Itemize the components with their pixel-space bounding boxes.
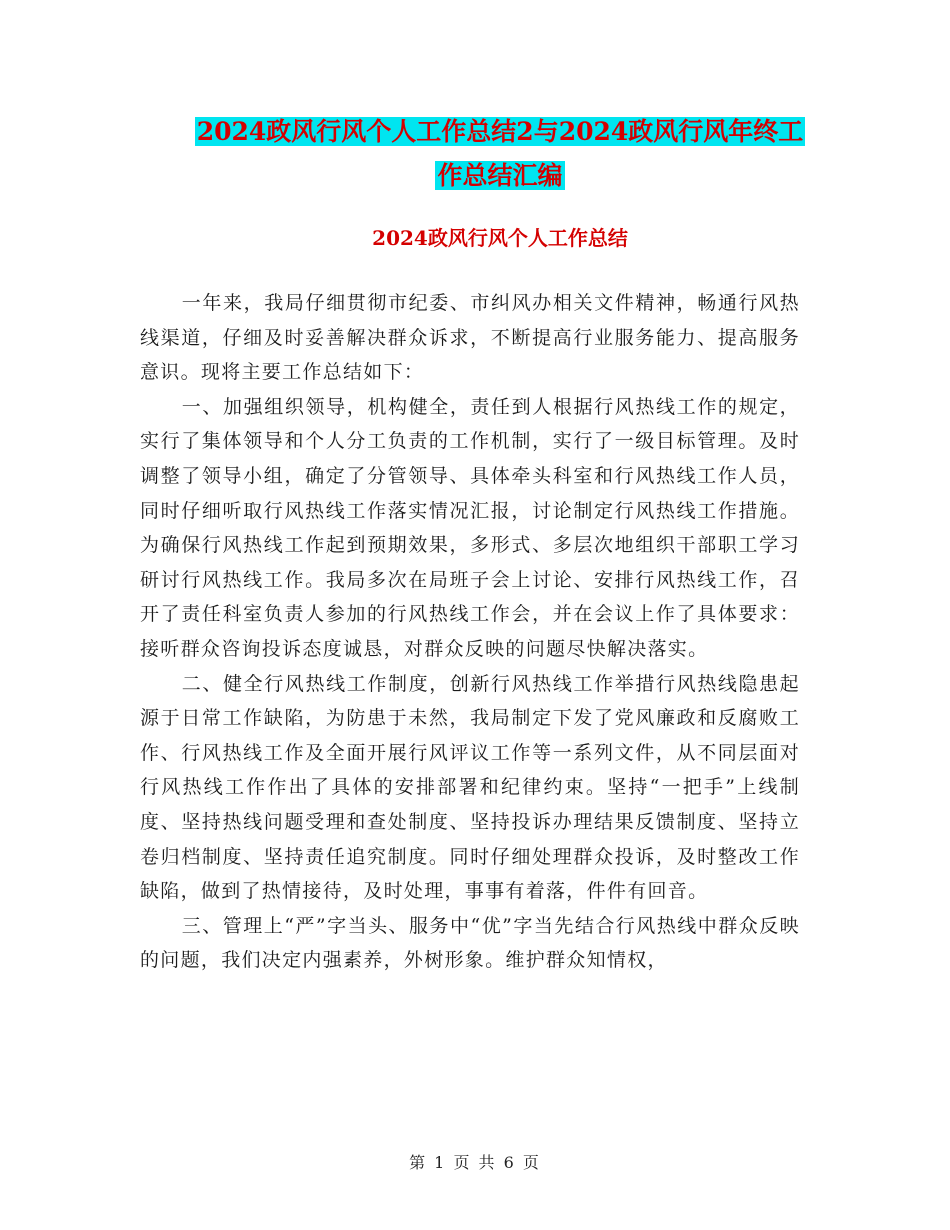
page-footer: 第 1 页 共 6 页	[409, 1153, 541, 1172]
paragraph: 一年来，我局仔细贯彻市纪委、市纠风办相关文件精神，畅通行风热线渠道，仔细及时妥善解决群众诉求，不断提高行业服务能力、提高服务意识。现将主要工作总结如下：	[140, 292, 800, 384]
paragraph: 三、管理上“严”字当头、服务中“优”字当先结合行风热线中群众反映的问题，我们决定内强素养，外树形象。维护群众知情权，	[140, 914, 800, 972]
section-title: 2024政风行风个人工作总结	[372, 226, 628, 250]
document-title-line-2: 作总结汇编	[437, 161, 563, 190]
paragraph: 一、加强组织领导，机构健全，责任到人根据行风热线工作的规定，实行了集体领导和个人分工负责的工作机制，实行了一级目标管理。及时调整了领导小组，确定了分管领导、具体牵头科室和行风热线工作人员，同时仔细听取行风热线工作落实情况汇报，讨论制定行风热线工作措施。为确保行风热线工作起到预期效果，多形式、多层次地组织干部职工学习研讨行风热线工作。我局多次在局班子会上讨论、安排行风热线工作，召开了责任科室负责人参加的行风热线工作会，并在会议上作了具体要求：接听群众咨询投诉态度诚恳，对群众反映的问题尽快解决落实。	[140, 395, 800, 660]
document-body	[140, 286, 800, 978]
document-title-line-1: 2024政风行风个人工作总结2与2024政风行风年终工	[196, 117, 804, 146]
paragraph: 二、健全行风热线工作制度，创新行风热线工作举措行风热线隐患起源于日常工作缺陷，为防患于未然，我局制定下发了党风廉政和反腐败工作、行风热线工作及全面开展行风评议工作等一系列文件，从不同层面对行风热线工作作出了具体的安排部署和纪律约束。坚持“一把手”上线制度、坚持热线问题受理和查处制度、坚持投诉办理结果反馈制度、坚持立卷归档制度、坚持责任追究制度。同时仔细处理群众投诉，及时整改工作缺陷，做到了热情接待，及时处理，事事有着落，件件有回音。	[140, 672, 800, 903]
document-title	[140, 110, 860, 198]
